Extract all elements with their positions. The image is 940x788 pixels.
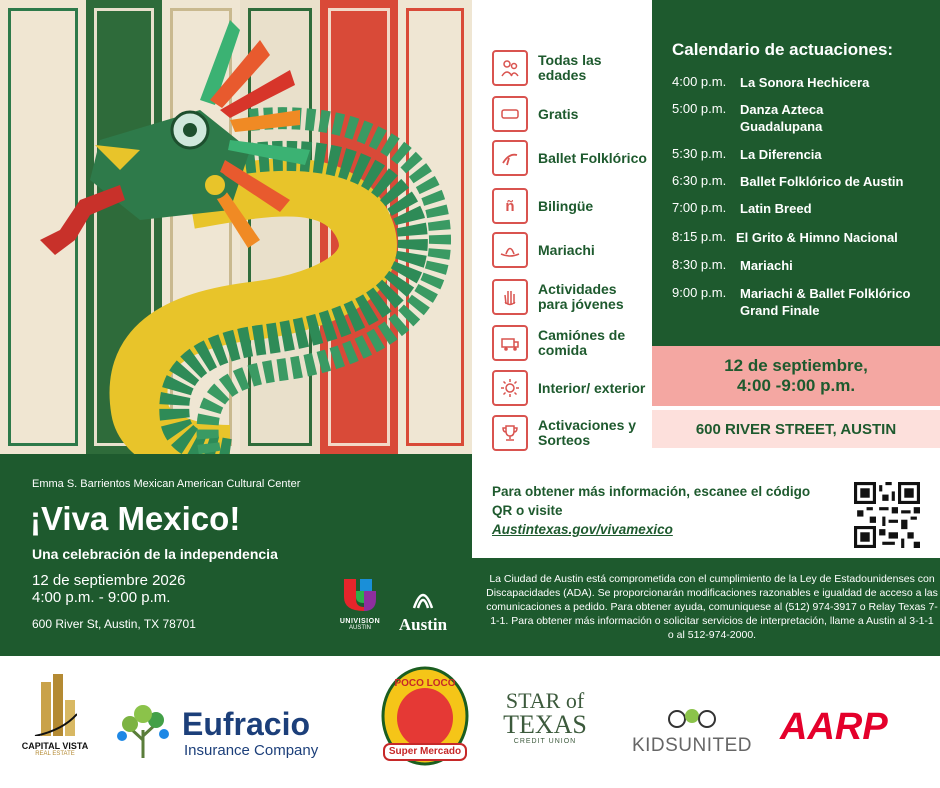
trophy-icon — [492, 415, 528, 451]
amenity-bilingual — [492, 188, 652, 224]
amenities-list — [472, 0, 652, 454]
univision-sub: AUSTIN — [348, 625, 371, 631]
qr-text: Para obtener más información, escanee el código QR o visite — [492, 484, 811, 518]
schedule-act: La Diferencia — [740, 147, 822, 162]
univision-label: UNIVISION — [339, 618, 381, 625]
aarp-logo: AARP — [780, 706, 888, 748]
schedule-time: 7:00 p.m. — [672, 200, 727, 215]
star-line2: TEXAS — [503, 710, 587, 739]
schedule-act: Danza Azteca Guadalupana — [740, 102, 824, 134]
schedule-time: 8:30 p.m. — [672, 257, 727, 272]
date-line: 12 de septiembre, — [724, 356, 868, 375]
qr-info — [492, 482, 832, 539]
dragon-artwork — [0, 0, 472, 454]
qr-panel — [472, 454, 940, 558]
schedule-time: 9:00 p.m. — [672, 285, 727, 300]
serpent-illustration — [0, 0, 472, 454]
amenity-activations — [492, 415, 652, 451]
event-date: 12 de septiembre 2026 — [32, 572, 186, 589]
poco-loco-name: POCO LOCO — [394, 678, 456, 689]
amenity-indoor-outdoor — [492, 370, 652, 406]
schedule-row — [672, 101, 860, 135]
poco-loco-logo — [380, 666, 470, 776]
schedule-time: 6:30 p.m. — [672, 173, 727, 188]
univision-icon — [340, 577, 380, 613]
star-of-texas-logo — [496, 690, 594, 745]
schedule-row — [672, 257, 930, 274]
capital-vista-sub: REAL ESTATE — [35, 751, 75, 757]
schedule-act: Mariachi & Ballet Folklórico Grand Finale — [740, 286, 911, 318]
star-line1: STAR of — [505, 688, 585, 713]
amenity-label: Todas las edades — [538, 52, 602, 83]
event-datetime — [32, 572, 185, 606]
event-address: 600 River St, Austin, TX 78701 — [32, 617, 196, 631]
amenity-label: Interior/ exterior — [538, 379, 646, 396]
event-title: ¡Viva Mexico! — [30, 500, 241, 537]
event-subtitle: Una celebración de la independencia — [32, 546, 278, 562]
kids-icon — [667, 708, 717, 730]
schedule-act: Latin Breed — [740, 201, 812, 216]
schedule-act: La Sonora Hechicera — [740, 75, 870, 90]
tree-icon — [110, 700, 176, 760]
venue-name: Emma S. Barrientos Mexican American Cultural Center — [32, 478, 301, 490]
univision-logo — [330, 577, 390, 631]
ticket-icon — [492, 96, 528, 132]
event-date-box — [652, 346, 940, 406]
schedule-row — [672, 146, 930, 163]
event-info-panel — [0, 454, 472, 656]
schedule-act: El Grito & Himno Nacional — [736, 230, 898, 245]
amenity-free — [492, 96, 652, 132]
schedule-row — [672, 173, 930, 190]
amenity-label: Gratis — [538, 105, 579, 122]
star-sub: CREDIT UNION — [513, 738, 577, 745]
amenity-label: Actividades para jóvenes — [538, 281, 624, 312]
schedule-time: 8:15 p.m. — [672, 229, 727, 244]
schedule-row — [672, 200, 930, 217]
amenity-label: Activaciones y Sorteos — [538, 417, 637, 448]
poco-loco-sub: Super Mercado — [388, 746, 462, 757]
schedule-time: 5:00 p.m. — [672, 101, 727, 116]
sun-icon — [492, 370, 528, 406]
event-time: 4:00 p.m. - 9:00 p.m. — [32, 589, 171, 606]
event-address-box: 600 RIVER STREET, AUSTIN — [652, 410, 940, 448]
hand-icon — [492, 279, 528, 315]
kids-united-name: KIDSUNITED — [631, 735, 753, 756]
amenity-label: Ballet Folklórico — [538, 149, 647, 166]
amenity-food-trucks — [492, 325, 652, 361]
amenity-label: Mariachi — [538, 241, 595, 258]
city-of-austin-logo — [388, 582, 458, 635]
sponsor-bar — [0, 656, 940, 788]
performance-schedule — [652, 0, 940, 346]
language-icon: ñ — [492, 188, 528, 224]
sombrero-icon — [492, 232, 528, 268]
amenity-ballet — [492, 140, 652, 176]
amenity-all-ages — [492, 50, 652, 86]
amenity-mariachi — [492, 232, 652, 268]
schedule-act: Mariachi — [740, 258, 793, 273]
building-icon — [33, 674, 77, 736]
qr-code[interactable] — [854, 482, 920, 548]
people-icon — [492, 50, 528, 86]
capital-vista-logo — [20, 674, 90, 757]
schedule-time: 5:30 p.m. — [672, 146, 727, 161]
food-truck-icon — [492, 325, 528, 361]
website-link[interactable]: Austintexas.gov/vivamexico — [492, 522, 673, 537]
capital-vista-name: CAPITAL VISTA — [21, 741, 89, 751]
amenity-label: Bilingüe — [538, 197, 594, 214]
amenity-label: Camiónes de comida — [538, 327, 626, 358]
schedule-row — [672, 74, 930, 91]
dancer-icon — [492, 140, 528, 176]
ada-notice: La Ciudad de Austin está comprometida con el cumplimiento de la Ley de Estadounidenses con Discapacidades (ADA). Se proporcionarán modificaciones razonables e igualdad de acceso a las comunicaciones a pedido. Para obtener ayuda, comuniquese al (512) 974-3917 o Relay Texas 7-1-1. Para obtener más información o solicitar servicios de interpretación, llame a Austin al 3-1-1 o al 512-974-2000. — [472, 558, 940, 656]
austin-icon — [408, 582, 438, 610]
schedule-row — [672, 285, 920, 319]
schedule-row — [672, 229, 926, 246]
eufracio-name: Eufracio — [182, 706, 311, 742]
austin-label: Austin — [398, 615, 448, 634]
schedule-title: Calendario de actuaciones: — [672, 40, 894, 59]
kids-united-logo — [622, 708, 762, 757]
time-line: 4:00 -9:00 p.m. — [736, 376, 856, 395]
schedule-time: 4:00 p.m. — [672, 74, 727, 89]
schedule-act: Ballet Folklórico de Austin — [740, 174, 904, 189]
eufracio-sub: Insurance Company — [184, 742, 319, 759]
amenity-youth — [492, 279, 652, 315]
